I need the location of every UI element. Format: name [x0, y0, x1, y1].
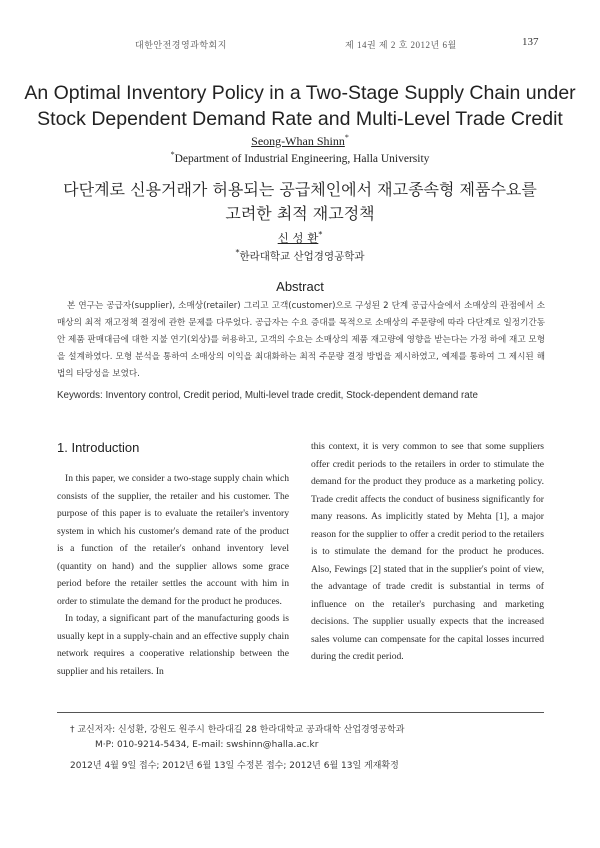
- author-ko-mark: *: [318, 230, 323, 240]
- affiliation-en-mark: *: [170, 150, 175, 159]
- author-en-mark: *: [344, 133, 349, 142]
- author-en-name: Seong-Whan Shinn: [251, 134, 345, 148]
- running-header: [0, 36, 600, 52]
- footnote-contact: M·P: 010-9214-5434, E-mail: swshinn@halla.ac.kr: [95, 740, 319, 750]
- journal-name: 대한안전경영과학회지: [135, 40, 227, 50]
- affiliation-ko-text: 한라대학교 산업경영공학과: [239, 250, 365, 263]
- affiliation-ko: [0, 248, 600, 264]
- page-number: 137: [522, 36, 539, 48]
- author-en: [0, 133, 600, 149]
- paper-title-ko: [20, 178, 580, 226]
- footnote-divider: [57, 712, 544, 713]
- title-ko-line1: 다단계로 신용거래가 허용되는 공급체인에서 재고종속형 제품수요를: [63, 180, 537, 199]
- footnote-corresponding-author: † 교신저자: 신성환, 강원도 원주시 한라대길 28 한라대학교 공과대학 산업경영공학과: [70, 725, 405, 735]
- intro-paragraph-2: In today, a significant part of the manufacturing goods is usually kept in a supply-chain and an effective supply chain network requires a cooperative relationship between the supplier and his retailers. In: [57, 613, 289, 677]
- affiliation-en: [0, 150, 600, 165]
- volume-issue: 제 14권 제 2 호 2012년 6월: [345, 40, 457, 50]
- title-ko-line2: 고려한 최적 재고정책: [225, 204, 375, 223]
- left-column: [57, 438, 289, 680]
- abstract-body: 본 연구는 공급자(supplier), 소매상(retailer) 그리고 고객(customer)으로 구성된 2 단계 공급사슬에서 소매상의 관점에서 소매상의 최적 재고정책 결정에 관한 문제를 다루었다. 공급자는 수요 증대를 목적으로 소매상의 주문량에 따라 다단계로 일정기간동안 제품 판매대금에 대한 지불 연기(외상)를 허용하고, 고객의 수요는 소매상의 제품 재고량에 영향을 받는다는 가정 하에 재고 모형을 설계하였다. 모형 분석을 통하여 소매상의 이익을 최대화하는 최적 주문량 결정 방법을 제시하였고, 예제를 통하여 그 제시된 해법의 타당성을 보였다.: [57, 301, 545, 379]
- footnote-dates: 2012년 4월 9일 접수; 2012년 6월 13일 수정본 접수; 2012년 6월 13일 게재확정: [70, 761, 399, 771]
- right-column: [311, 438, 544, 666]
- section-heading-introduction: 1. Introduction: [57, 440, 140, 455]
- abstract-heading: Abstract: [276, 279, 324, 294]
- affiliation-ko-mark: *: [235, 248, 240, 257]
- keywords: Keywords: Inventory control, Credit period, Multi-level trade credit, Stock-dependent demand rate: [57, 390, 478, 401]
- author-ko: [0, 230, 600, 246]
- intro-paragraph-3: this context, it is very common to see that some suppliers offer credit periods to the retailers in order to stimulate the demand for the product they produce as a marketing policy. Trade credit affects the conduct of business significantly for many reasons. As implicitly stated by Mehta [1], a major reason for the supplier to offer a credit period to the retailers is to stimulate the demand for the product he produces. Also, Fewings [2] stated that in the supplier's point of view, the advantage of trade credit is substantial in terms of influence on the retailer's purchasing and marketing decisions. The supplier usually expects that the increased sales volume can compensate for the capital losses incurred during the credit period.: [311, 441, 544, 662]
- author-ko-name: 신 성 환: [277, 231, 319, 245]
- title-en-line1: An Optimal Inventory Policy in a Two-Stage Supply Chain under: [24, 82, 576, 104]
- title-en-line2: Stock Dependent Demand Rate and Multi-Level Trade Credit: [37, 108, 563, 130]
- paper-title-en: [20, 80, 580, 132]
- intro-paragraph-1: In this paper, we consider a two-stage supply chain which consists of the supplier, the retailer and his customer. The purpose of this paper is to evaluate the retailer's inventory system in which his customer's demand rate of the product is a function of the retailer's onhand inventory level (quantity on hand) and the supplier allows some grace period before the retailer settles the account with him in order to stimulate the demand for the product he produces.: [57, 473, 289, 607]
- affiliation-en-text: Department of Industrial Engineering, Halla University: [174, 152, 430, 165]
